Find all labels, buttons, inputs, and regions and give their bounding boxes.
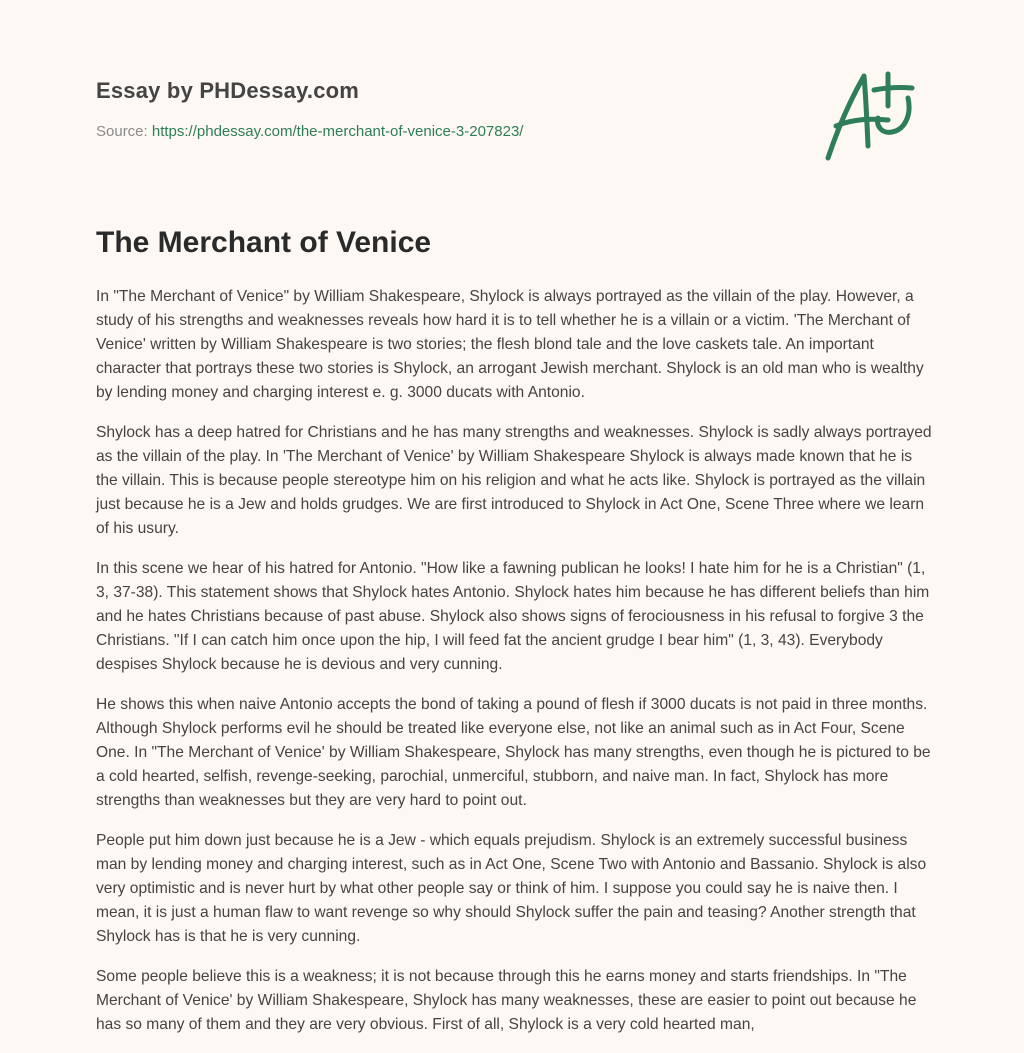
source-link[interactable]: https://phdessay.com/the-merchant-of-venice-3-207823/ [151, 123, 524, 140]
essay-body [96, 285, 936, 1053]
essay-paragraph: Some people believe this is a weakness; it is not because through this he earns money and starts friendships. In "The Merchant of Venice' by William Shakespeare, Shylock has many weaknesses, these are easier to point out because he has so many of them and they are very obvious. First of all, Shylock is a very cold hearted man, [96, 968, 917, 1033]
essay-paragraph: In "The Merchant of Venice" by William Shakespeare, Shylock is always portrayed as the villain of the play. However, a study of his strengths and weaknesses reveals how hard it is to tell whether he is a villain or a victim. 'The Merchant of Venice' written by William Shakespeare is two stories; the flesh blond tale and the love caskets tale. An important character that portrays these two stories is Shylock, an arrogant Jewish merchant. Shylock is an old man who is wealthy by lending money and charging interest e. g. 3000 ducats with Antonio. [96, 288, 924, 401]
site-brand[interactable]: Essay by PHDessay.com [96, 78, 360, 103]
a-plus-logo-svg [822, 68, 926, 164]
essay-paragraph: Shylock has a deep hatred for Christians and he has many strengths and weaknesses. Shylock is sadly always portrayed as the villain of the play. In 'The Merchant of Venice' by William Shakespeare Shylock is always made known that he is the villain. This is because people stereotype him on his religion and what he acts like. Shylock is portrayed as the villain just because he is a Jew and holds grudges. We are first introduced to Shylock in Act One, Scene Three where we learn of his usury. [96, 424, 932, 537]
essay-paragraph: In this scene we hear of his hatred for Antonio. "How like a fawning publican he looks! I hate him for he is a Christian" (1, 3, 37-38). This statement shows that Shylock hates Antonio. Shylock hates him because he has different beliefs than him and he hates Christians because of past abuse. Shylock also shows signs of ferociousness in his refusal to forgive 3 the Christians. "If I can catch him once upon the hip, I will feed fat the ancient grudge I bear him" (1, 3, 43). Everybody despises Shylock because he is devious and very cunning. [96, 560, 930, 673]
essay-paragraph: People put him down just because he is a Jew - which equals prejudism. Shylock is an extremely successful business man by lending money and charging interest, such as in Act One, Scene Two with Antonio and Bassanio. Shylock is also very optimistic and is never hurt by what other people say or think of him. I suppose you could say he is naive then. I mean, it is just a human flaw to want revenge so why should Shylock suffer the pain and teasing? Another strength that Shylock has is that he is very cunning. [96, 832, 927, 945]
essay-title: The Merchant of Venice [96, 226, 432, 259]
a-plus-logo-icon [822, 68, 926, 164]
source-line [96, 123, 523, 140]
source-label: Source: [96, 123, 152, 140]
essay-paragraph: He shows this when naive Antonio accepts the bond of taking a pound of flesh if 3000 ducats is not paid in three months. Although Shylock performs evil he should be treated like everyone else, not like an animal such as in Act Four, Scene One. In "The Merchant of Venice' by William Shakespeare, Shylock has many strengths, even though he is pictured to be a cold hearted, selfish, revenge-seeking, parochial, unmerciful, stubborn, and naive man. In fact, Shylock has more strengths than weaknesses but they are very hard to point out. [96, 696, 931, 809]
